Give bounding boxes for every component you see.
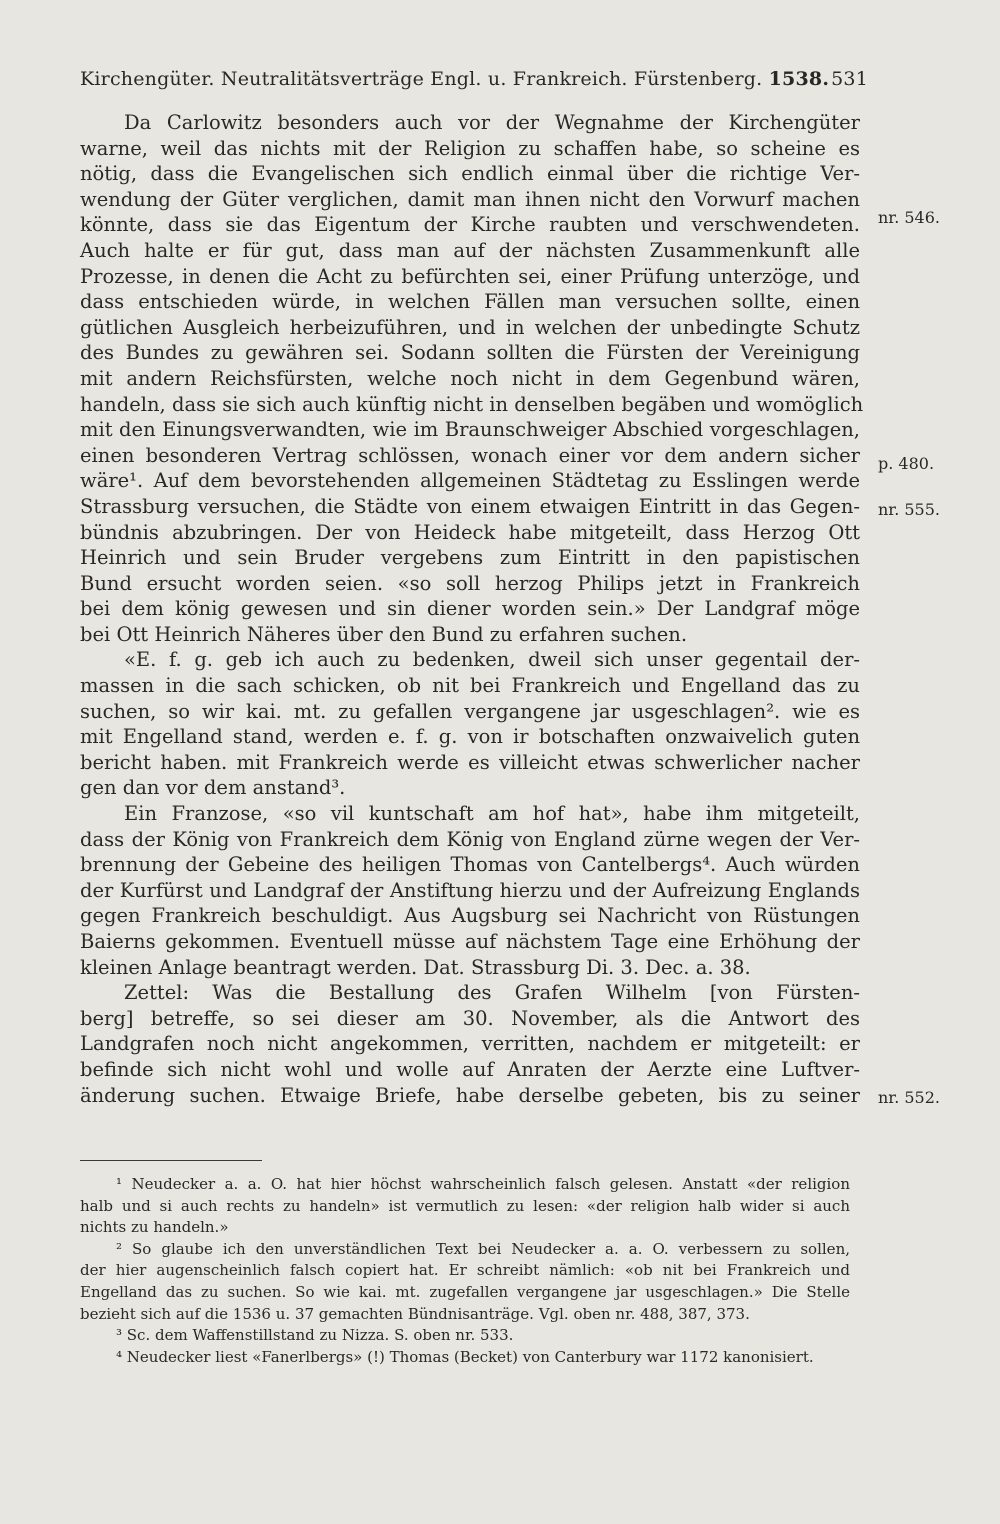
text-line: wäre¹. Auf dem bevorstehenden allgemeinen Städtetag zu Esslingen werde: [80, 469, 860, 493]
text-line: Strassburg versuchen, die Städte von einem etwaigen Eintritt in das Gegen-: [80, 494, 860, 518]
text-line: bericht haben. mit Frankreich werde es villeicht etwas schwerlicher nacher: [80, 750, 860, 774]
text-line: Baierns gekommen. Eventuell müsse auf nächstem Tage eine Erhöhung der: [80, 930, 860, 953]
text-line: Heinrich und sein Bruder vergebens zum Eintritt in den papistischen: [80, 546, 860, 570]
text-line: gegen Frankreich beschuldigt. Aus Augsburg sei Nachricht von Rüstungen: [80, 904, 860, 928]
footnote-line: Engelland das zu suchen. So wie kai. mt. zugefallen vergangene jar usgeschlagen.» Die Stelle: [80, 1282, 850, 1301]
text-line: dass der König von Frankreich dem König von England zürne wegen der Ver-: [80, 827, 860, 851]
running-header: [80, 68, 868, 90]
margin-note-p-480: p. 480.: [878, 454, 935, 473]
text-line: suchen, so wir kai. mt. zu gefallen vergangene jar usgeschlagen². wie es: [80, 699, 860, 723]
margin-note-nr-546: nr. 546.: [878, 208, 940, 227]
text-line: Zettel: Was die Bestallung des Grafen Wilhelm [von Fürsten-: [124, 981, 860, 1005]
footnote-line: halb und si auch rechts zu handeln» ist vermutlich zu lesen: «der religion halb wider si auch: [80, 1196, 850, 1215]
footnote-line: der hier augenscheinlich falsch copiert hat. Er schreibt nämlich: «ob nit bei Frankreich und: [80, 1261, 850, 1280]
text-line: massen in die sach schicken, ob nit bei Frankreich und Engelland das zu: [80, 674, 860, 698]
text-line: gütlichen Ausgleich herbeizuführen, und in welchen der unbedingte Schutz: [80, 315, 860, 339]
footnote-line: ³ Sc. dem Waffenstillstand zu Nizza. S. oben nr. 533.: [116, 1326, 514, 1345]
text-line: des Bundes zu gewähren sei. Sodann sollten die Fürsten der Vereinigung: [80, 341, 860, 365]
text-line: handeln, dass sie sich auch künftig nicht in denselben begäben und womöglich: [80, 392, 864, 416]
text-line: mit andern Reichsfürsten, welche noch nicht in dem Gegenbund wären,: [80, 366, 860, 390]
running-head-title: [80, 68, 829, 90]
text-line: mit den Einungsverwandten, wie im Braunschweiger Abschied vorgeschlagen,: [80, 418, 860, 442]
text-line: wendung der Güter verglichen, damit man ihnen nicht den Vorwurf machen: [80, 187, 860, 211]
text-line: mit Engelland stand, werden e. f. g. von ir botschaften onzwaivelich guten: [80, 725, 860, 749]
text-line: bei dem könig gewesen und sin diener worden sein.» Der Landgraf möge: [80, 597, 860, 621]
running-head-year: 1538.: [768, 68, 830, 90]
footnote-line: ⁴ Neudecker liest «Fanerlbergs» (!) Thomas (Becket) von Canterbury war 1172 kanonisiert.: [116, 1347, 814, 1366]
margin-note-nr-552: nr. 552.: [878, 1088, 940, 1107]
text-line: dass entschieden würde, in welchen Fällen man versuchen sollte, einen: [80, 290, 860, 314]
text-line: Prozesse, in denen die Acht zu befürchten sei, einer Prüfung unterzöge, und: [80, 264, 860, 288]
footnote-line: ¹ Neudecker a. a. O. hat hier höchst wahrscheinlich falsch gelesen. Anstatt «der religion: [116, 1175, 850, 1193]
text-line: befinde sich nicht wohl und wolle auf Anraten der Aerzte eine Luftver-: [80, 1057, 860, 1081]
text-line: bündnis abzubringen. Der von Heideck habe mitgeteilt, dass Herzog Ott: [80, 520, 860, 544]
text-line: Auch halte er für gut, dass man auf der nächsten Zusammenkunft alle: [80, 238, 860, 262]
text-line: Landgrafen noch nicht angekommen, verritten, nachdem er mitgeteilt: er: [80, 1032, 860, 1056]
text-line: könnte, dass sie das Eigentum der Kirche raubten und verschwendeten.: [80, 213, 860, 237]
text-line: einen besonderen Vertrag schlössen, wonach einer vor dem andern sicher: [80, 443, 860, 467]
text-line: Ein Franzose, «so vil kuntschaft am hof hat», habe ihm mitgeteilt,: [124, 802, 860, 826]
text-line: Da Carlowitz besonders auch vor der Wegnahme der Kirchengüter: [124, 111, 860, 134]
text-line: gen dan vor dem anstand³.: [80, 776, 346, 800]
footnote-line: bezieht sich auf die 1536 u. 37 gemachten Bündnisanträge. Vgl. oben nr. 488, 387, 373.: [80, 1304, 750, 1323]
running-head-text: Kirchengüter. Neutralitätsverträge Engl. u. Frankreich. Fürstenberg.: [80, 68, 763, 90]
text-line: änderung suchen. Etwaige Briefe, habe derselbe gebeten, bis zu seiner: [80, 1083, 860, 1107]
text-line: Bund ersucht worden seien. «so soll herzog Philips jetzt in Frankreich: [80, 571, 860, 595]
text-line: nötig, dass die Evangelischen sich endlich einmal über die richtige Ver-: [80, 162, 860, 186]
footnote-line: ² So glaube ich den unverständlichen Text bei Neudecker a. a. O. verbessern zu sollen,: [116, 1239, 850, 1258]
text-line: berg] betreffe, so sei dieser am 30. November, als die Antwort des: [80, 1006, 860, 1030]
text-line: warne, weil das nichts mit der Religion zu schaffen habe, so scheine es: [80, 136, 860, 160]
text-line: der Kurfürst und Landgraf der Anstiftung hierzu und der Aufreizung Englands: [80, 878, 860, 902]
text-line: brennung der Gebeine des heiligen Thomas von Cantelbergs⁴. Auch würden: [80, 853, 860, 877]
margin-note-nr-555: nr. 555.: [878, 500, 940, 519]
text-line: bei Ott Heinrich Näheres über den Bund zu erfahren suchen.: [80, 622, 688, 646]
page-number: 531: [831, 68, 868, 90]
text-line: kleinen Anlage beantragt werden. Dat. Strassburg Di. 3. Dec. a. 38.: [80, 955, 751, 979]
main-text: [80, 110, 864, 1108]
footnote-divider: [80, 1160, 262, 1161]
footnote-line: nichts zu handeln.»: [80, 1218, 229, 1237]
footnotes: [80, 1174, 850, 1368]
text-line: «E. f. g. geb ich auch zu bedenken, dweil sich unser gegentail der-: [124, 648, 860, 672]
